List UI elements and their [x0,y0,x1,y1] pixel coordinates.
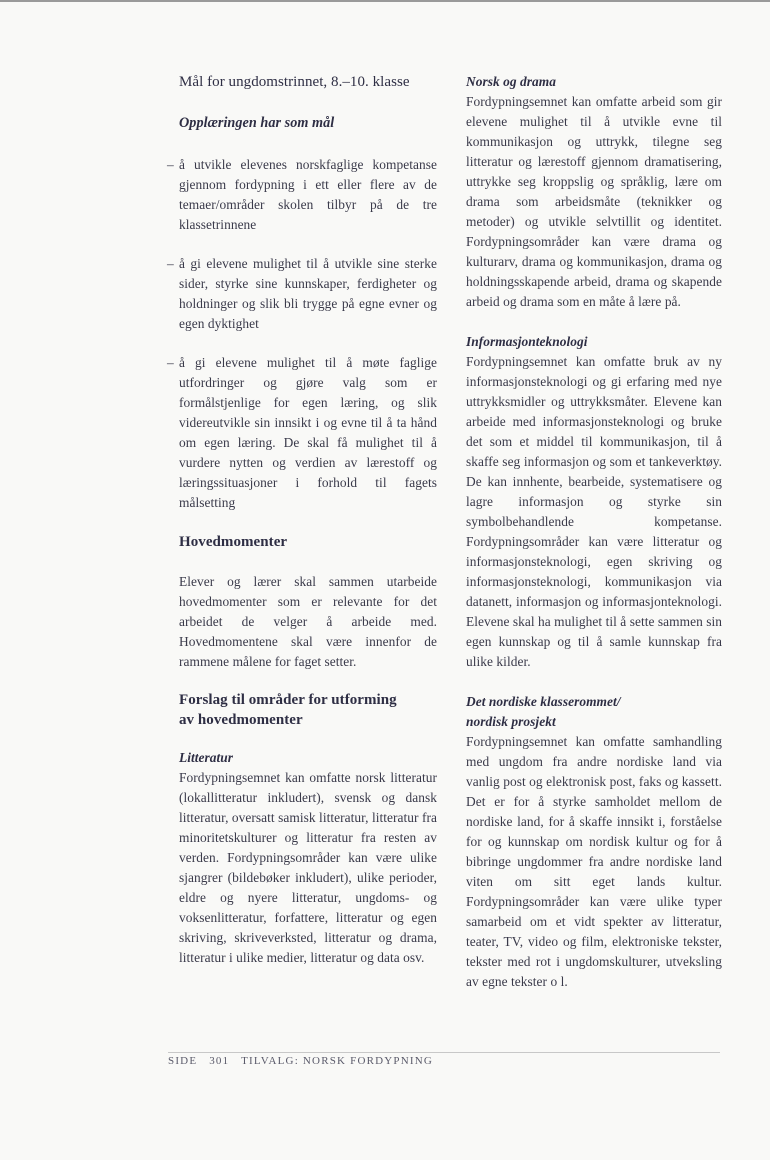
nordisk-heading-line-1: Det nordiske klasserommet/ [466,694,621,709]
dash-bullet: – [167,157,174,172]
forslag-heading-line-2: av hovedmomenter [179,712,303,728]
page-number: 301 [209,1055,230,1067]
dash-bullet: – [167,355,174,370]
page-title: Mål for ungdomstrinnet, 8.–10. klasse [179,74,410,90]
litteratur-text: Fordypningsemnet kan omfatte norsk litteratur (lokallitteratur inkludert), svensk og dansk litteratur, oversatt samisk litteratur, litteratur fra minoritetskulturer og litteratur fra resten av verden. Fordypningsområder kan være ulike sjangrer (bildebøker inkludert), ulike perioder, eldre og nyere litteratur, ungdoms- og voksenlitteratur, forfattere, litteratur og egen skriving, skriveverksted, litteratur og drama, litteratur i ulike medier, litteratur og data osv. [179,770,437,965]
nordisk-heading-line-2: nordisk prosjekt [466,714,556,729]
footer-side-label: SIDE [168,1055,198,1067]
goal-text: å gi elevene mulighet til å utvikle sine sterke sider, styrke sine kunnskaper, ferdigheter og holdninger og slik bli trygge på egne evner og egen dyktighet [179,256,437,331]
left-column [167,72,437,968]
it-heading: Informasjonteknologi [466,334,588,349]
hovedmomenter-text: Elever og lærer skal sammen utarbeide hovedmomenter som er relevante for det arbeidet de velger å arbeide med. Hovedmomentene skal være innenfor de rammene målene for faget setter. [179,574,437,669]
nordisk-heading [466,692,722,732]
litteratur-heading: Litteratur [179,750,234,765]
footer-rule [168,1052,720,1053]
hovedmomenter-heading: Hovedmomenter [179,534,288,550]
page-footer [168,1055,441,1067]
goal-text: å utvikle elevenes norskfaglige kompetanse gjennom fordypning i ett eller flere av de temaer/områder skolen tilbyr på de tre klassetrinnene [179,157,437,232]
top-border [0,0,770,2]
forslag-heading [179,690,437,730]
it-text: Fordypningsemnet kan omfatte bruk av ny informasjonsteknologi og gi erfaring med nye uttrykksmidler og uttrykksmåter. Elevene kan arbeide med informasjonsteknologi og bruke det som et middel til kommunikasjon, til å skaffe seg informasjon og som et tankeverktøy. De kan innhente, bearbeide, systematisere og lagre informasjon og styrke sin symbolbehandlende kompetanse. Fordypningsområder kan være litteratur og informasjonsteknologi, egen skriving og informasjonsteknologi, kommunikasjon via datanett, informasjon og informasjonteknologi. Elevene skal ha mulighet til å sette sammen sin egen kunnskap og til å samle kunnskap fra ulike kilder. [466,354,722,669]
goals-heading: Opplæringen har som mål [179,115,335,131]
goal-text: å gi elevene mulighet til å møte faglige utfordringer og gjøre valg som er formålstjenlige for egen læring, og slik videreutvikle sin innsikt i og evne til å ta hånd om egen læring. De skal få mulighet til å vurdere nytten og verdien av lærestoff og læringssituasjoner i forhold til fagets målsetting [179,355,437,510]
goal-item [167,353,437,513]
drama-text: Fordypningsemnet kan omfatte arbeid som gir elevene mulighet til å utvikle evne til kommunikasjon og uttrykk, tilegne seg litteratur og lærestoff gjennom dramatisering, uttrykke seg kroppslig og språklig, lære om drama som arbeidsmåte (teknikker og metoder) og utvikle selvtillit og identitet. Fordypningsområder kan være drama og kulturarv, drama og kommunikasjon, drama og holdningsskapende arbeid, drama og skapende arbeid og drama som en måte å lære på. [466,94,722,309]
forslag-heading-line-1: Forslag til områder for utforming [179,692,397,708]
drama-heading: Norsk og drama [466,74,556,89]
goal-item [167,254,437,334]
right-column [466,72,722,992]
dash-bullet: – [167,256,174,271]
goal-item [167,155,437,235]
footer-section: TILVALG: NORSK FORDYPNING [241,1055,434,1067]
nordisk-text: Fordypningsemnet kan omfatte samhandling med ungdom fra andre nordiske land via vanlig post og elektronisk post, faks og kassett. Det er for å styrke samholdet mellom de nordiske land, for å skaffe innsikt i, forståelse for og kunnskap om nordisk kultur og for å bibringe ungdommer fra andre nordiske land viten om sitt eget lands kultur. Fordypningsområder kan være ulike typer samarbeid om et vidt spekter av litteratur, teater, TV, video og film, elektroniske tekster, tekster med rot i ungdomskulturer, utveksling av egne tekster o l. [466,734,722,989]
